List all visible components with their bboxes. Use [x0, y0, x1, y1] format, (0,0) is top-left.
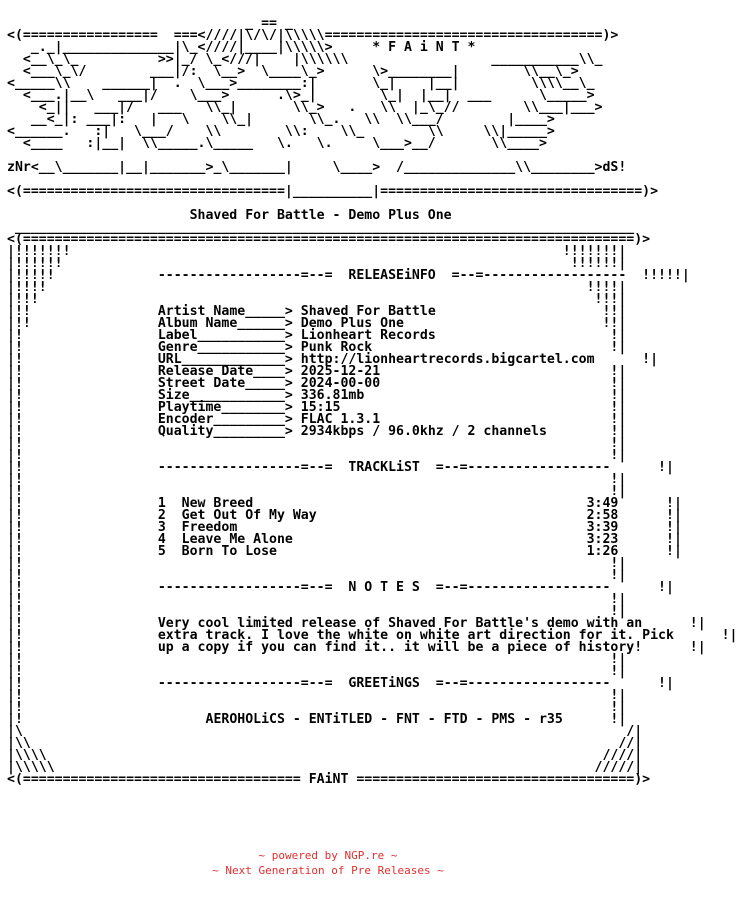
field-value-6: 2024-00-00	[300, 376, 381, 391]
field-value-2: Lionheart Records	[300, 328, 436, 343]
tracklist-header: TRACKLiST	[348, 460, 420, 475]
footer	[0, 848, 656, 878]
greetings: AEROHOLiCS - ENTiTLED - FNT - FTD - PMS - r35	[205, 712, 563, 727]
field-label-1: Album Name______>	[157, 316, 301, 331]
field-value-10: 2934kbps / 96.0khz / 2 channels	[300, 424, 547, 439]
bottom-label: FAiNT	[308, 772, 349, 787]
field-label-8: Playtime________>	[157, 400, 301, 415]
field-value-0: Shaved For Battle	[300, 304, 436, 319]
signature-right: dS!	[602, 160, 627, 175]
field-label-2: Label___________>	[157, 328, 301, 343]
track-2: 3 Freedom	[157, 520, 587, 535]
field-value-8: 15:15	[300, 400, 341, 415]
field-value-9: FLAC 1.3.1	[300, 412, 381, 427]
release-title: Shaved For Battle - Demo Plus One	[62, 208, 452, 223]
field-value-3: Punk Rock	[300, 340, 373, 355]
release-info-header: RELEASEiNFO	[348, 268, 436, 283]
track-1: 2 Get Out Of My Way	[157, 508, 587, 523]
track-time-2: 3:39	[586, 520, 619, 535]
track-4: 5 Born To Lose	[157, 544, 587, 559]
track-time-4: 1:26	[586, 544, 619, 559]
field-value-4: http://lionheartrecords.bigcartel.com	[300, 352, 595, 367]
track-time-3: 3:23	[586, 532, 619, 547]
field-label-9: Encoder_________>	[157, 412, 301, 427]
field-value-1: Demo Plus One	[300, 316, 404, 331]
field-label-4: URL_____________>	[157, 352, 301, 367]
notes-header: N O T E S	[348, 580, 420, 595]
track-0: 1 New Breed	[157, 496, 587, 511]
field-value-7: 336.81mb	[300, 388, 365, 403]
track-time-0: 3:49	[586, 496, 619, 511]
powered-by-link[interactable]: ~ powered by NGP.re ~	[258, 849, 398, 862]
field-label-6: Street Date_____>	[157, 376, 301, 391]
notes-line-0: Very cool limited release of Shaved For Battle's demo with an	[157, 616, 643, 631]
field-label-0: Artist Name_____>	[157, 304, 301, 319]
field-value-5: 2025-12-21	[300, 364, 381, 379]
field-label-3: Genre___________>	[157, 340, 301, 355]
notes-line-2: up a copy if you can find it.. it will be a piece of history!	[157, 640, 643, 655]
track-time-1: 2:58	[586, 508, 619, 523]
tagline: ~ Next Generation of Pre Releases ~	[212, 864, 444, 877]
field-label-5: Release Date____>	[157, 364, 301, 379]
greetings-header: GREETiNGS	[348, 676, 420, 691]
field-label-7: Size____________>	[157, 388, 301, 403]
notes-line-1: extra track. I love the white on white art direction for it. Pick	[157, 628, 674, 643]
signature-left: zNr	[7, 160, 31, 175]
track-3: 4 Leave Me Alone	[157, 532, 587, 547]
nfo-text: _ == _ <(================= ===<////|\/\/|\\\\\===================================)> _._|______________|\_<////|____|\\\\\> * F A i N T * <__\_\_ >>|_/ \_<///| |\\\\\\ ___________\\_ <___\_\/ ___|/: \__> \____\_> \>________| \\__\_> <_____\\ ______| . \___>________:| \_| |__| \\\\__\_ <___.|__\ ___|/ \___> .\>_| \_| |__| ___ \_____> <_|| ___|/ ___ \\_| \\_> . \\ |_\_// \\___|___> __<_|: ___|: | \ \\_| \\_. \\ \\___/ |____> <______. :| \___/ \\ \\: \\_ \\ \\|_____> <____ :|__| \\_____.\_____ \. \. \___>__/ \\____> zNr<__\_______|__|_______>_\_______| \____> /______________\\________>dS! <(=================================|__________|=================================)> Shaved For Battle - Demo Plus One ______________________________________________________________________________ <(=============================================================================)> |!!!!!!! !!!!!!!| |!!!!!! !!!!!!| |!!!!! ------------------=--= RELEASEiNFO =--=------------------ !!!!!| |!!!! !!!!| |!!! !!!| |!! Artist Name_____> Shaved For Battle !!| |!! Album Name______> Demo Plus One !!| |! Label___________> Lionheart Records !| |! Genre___________> Punk Rock !| |! URL_____________> http://lionheartrecords.bigcartel.com !| |! Release Date____> 2025-12-21 !| |! Street Date_____> 2024-00-00 !| |! Size____________> 336.81mb !| |! Playtime________> 15:15 !| |! Encoder_________> FLAC 1.3.1 !| |! Quality_________> 2934kbps / 96.0khz / 2 channels !| |! !| |! !| |! ------------------=--= TRACKLiST =--=------------------ !| |! !| |! !| |! 1 New Breed 3:49 !| |! 2 Get Out Of My Way 2:58 !| |! 3 Freedom 3:39 !| |! 4 Leave Me Alone 3:23 !| |! 5 Born To Lose 1:26 !| |! !| |! !| |! ------------------=--= N O T E S =--=------------------ !| |! !| |! !| |! Very cool limited release of Shaved For Battle's demo with an !| |! extra track. I love the white on white art direction for it. Pick !| |! up a copy if you can find it.. it will be a piece of history! !| |! !| |! !| |! ------------------=--= GREETiNGS =--=------------------ !| |! !| |! !| |! AEROHOLiCS - ENTiTLED - FNT - FTD - PMS - r35 !| |\ /| |\\ //| |\\\\ ////| |\\\\\ /////| <(=================================== FAiNT ===================================)>	[7, 16, 737, 787]
field-label-10: Quality_________>	[157, 424, 301, 439]
